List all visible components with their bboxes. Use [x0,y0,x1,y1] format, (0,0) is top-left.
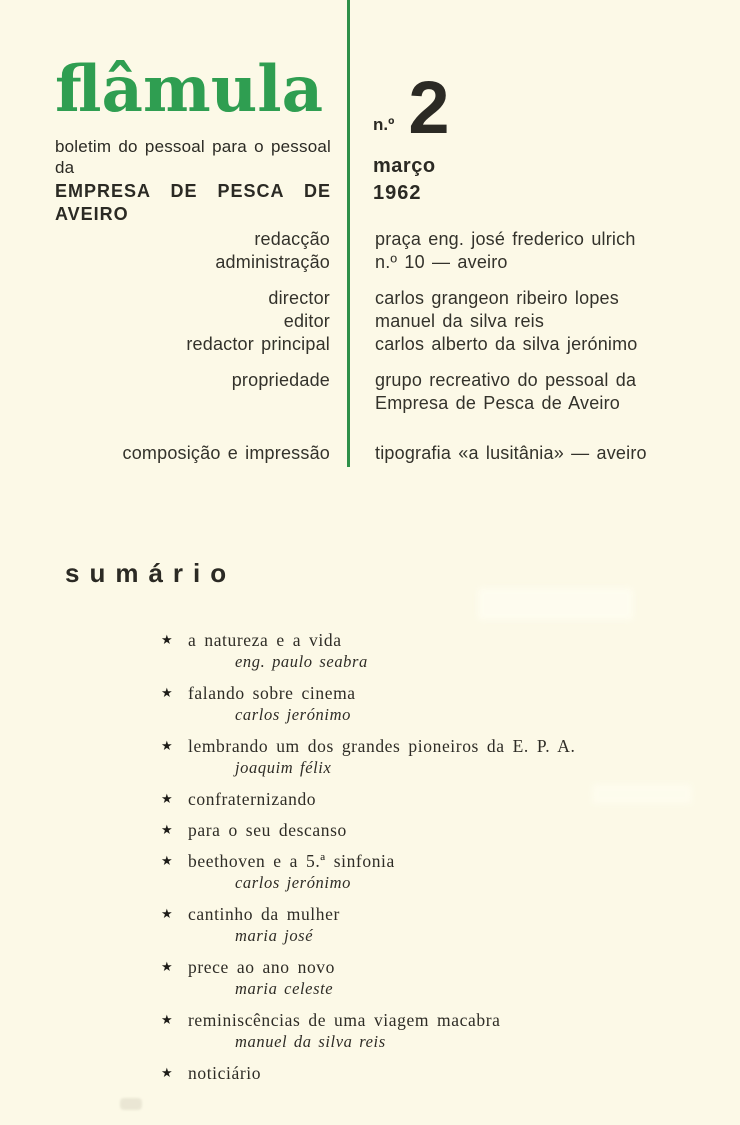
credit-value: carlos alberto da silva jerónimo [375,334,638,354]
credit-label: composição e impressão [122,443,330,463]
credit-label: redactor principal [186,334,330,354]
scan-artifact [120,1098,142,1110]
summary-heading: sumário [65,558,237,588]
publication-logo: flâmula [55,52,324,127]
article-title: prece ao ano novo [188,957,335,977]
star-icon: ★ [161,822,173,837]
credits-table [0,228,740,478]
article-author: carlos jerónimo [235,705,351,724]
credit-labels [0,442,330,465]
star-icon: ★ [161,791,173,806]
article-title: noticiário [188,1063,262,1083]
article-title: reminiscências de uma viagem macabra [188,1010,501,1030]
article-author: maria josé [235,926,314,945]
article-title: a natureza e a vida [188,630,342,650]
credit-value: n.º 10 — aveiro [375,252,508,272]
masthead-subtitle-line1: boletim do pessoal para o pessoal da [55,137,331,177]
article-title: falando sobre cinema [188,683,356,703]
credit-labels [0,287,330,356]
article-title: confraternizando [188,789,317,809]
credit-group [0,228,740,274]
masthead [55,52,331,226]
credit-value: carlos grangeon ribeiro lopes [375,288,619,308]
star-icon: ★ [161,1065,173,1080]
issue-number: 2 [408,66,448,149]
credit-value: praça eng. josé frederico ulrich [375,229,636,249]
credit-values [375,442,740,465]
article-author: manuel da silva reis [235,1032,386,1051]
credit-group [0,442,740,465]
article-title: beethoven e a 5.ª sinfonia [188,851,395,871]
article-author: eng. paulo seabra [235,652,368,671]
summary-item [65,682,705,726]
credit-value: manuel da silva reis [375,311,545,331]
summary-list [65,629,705,1084]
issue-block [373,66,448,205]
summary-item [65,850,705,894]
issue-number-line [373,66,448,149]
credit-labels [0,369,330,415]
summary-item [65,819,705,841]
summary-item [65,1009,705,1053]
credit-values [375,228,740,274]
star-icon: ★ [161,738,173,753]
article-title: cantinho da mulher [188,904,340,924]
star-icon: ★ [161,632,173,647]
article-author: joaquim félix [235,758,332,777]
star-icon: ★ [161,853,173,868]
summary-item [65,735,705,779]
article-author: carlos jerónimo [235,873,351,892]
summary-item [65,788,705,810]
summary-item [65,903,705,947]
credit-label: redacção [254,229,330,249]
summary-section [65,558,705,1093]
star-icon: ★ [161,906,173,921]
credit-labels [0,228,330,274]
star-icon: ★ [161,685,173,700]
issue-year: 1962 [373,181,422,204]
summary-item [65,1062,705,1084]
credit-label: administração [215,252,330,272]
summary-item [65,956,705,1000]
credit-values [375,287,740,356]
star-icon: ★ [161,1012,173,1027]
issue-number-prefix: n.º [373,114,395,134]
summary-item [65,629,705,673]
article-title: lembrando um dos grandes pioneiros da E. P. A. [188,736,576,756]
masthead-subtitle-line2: EMPRESA DE PESCA DE AVEIRO [55,181,331,224]
credit-values [375,369,740,415]
issue-month: março [373,154,436,177]
credit-group [0,369,740,415]
credit-label: propriedade [231,370,330,390]
credit-value: Empresa de Pesca de Aveiro [375,393,621,413]
star-icon: ★ [161,959,173,974]
credit-value: tipografia «a lusitânia» — aveiro [375,443,647,463]
article-title: para o seu descanso [188,820,347,840]
credit-value: grupo recreativo do pessoal da [375,370,637,390]
article-author: maria celeste [235,979,334,998]
credit-group [0,287,740,356]
credit-label: editor [283,311,330,331]
credit-label: director [268,288,330,308]
